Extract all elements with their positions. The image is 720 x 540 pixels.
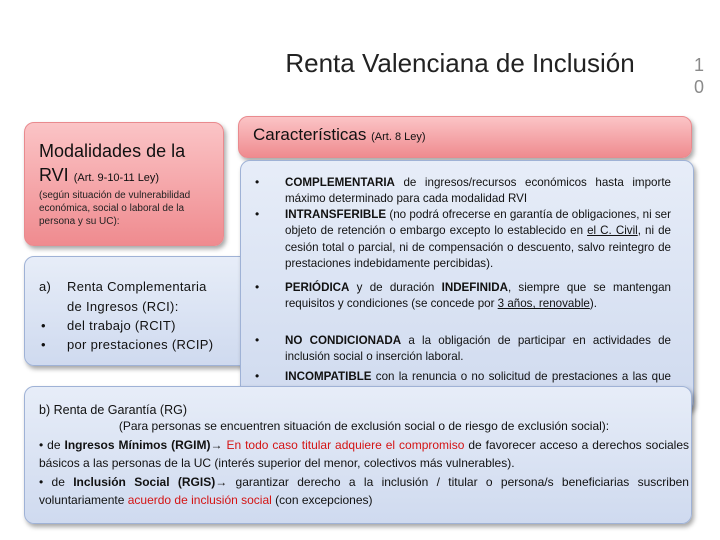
bullet-intransferible xyxy=(285,207,671,272)
modalidades-card xyxy=(24,122,224,246)
bullet-keyword: COMPLEMENTARIA xyxy=(285,176,395,189)
caracteristicas-card xyxy=(238,116,692,158)
bullet-keyword: INCOMPATIBLE xyxy=(285,370,372,383)
caracteristicas-title: Características xyxy=(253,125,367,144)
rgis-prefix: • de xyxy=(39,474,74,489)
rci-marker: a) xyxy=(39,279,52,294)
bullet-underlined-text: el C. Civil xyxy=(587,224,638,238)
rg-intro: (Para personas se encuentren situación de exclusión social o de riesgo de exclusión social): xyxy=(118,419,610,433)
bullet-text: a la obligación de participar en actividades de inclusión social o inserción laboral. xyxy=(285,334,672,364)
bullet-marker: • xyxy=(41,337,46,352)
modalidades-heading-line1: Modalidades de la xyxy=(39,141,186,161)
bullet-marker: • xyxy=(255,280,260,294)
modalidades-heading-line2: RVI xyxy=(39,165,69,185)
page-number xyxy=(688,54,710,98)
bullet-text: de ingresos/recursos económicos hasta importe máximo determinado para cada modalidad RVI xyxy=(285,176,671,206)
rgis-text-end: (con excepciones) xyxy=(271,493,373,507)
rg-body xyxy=(39,417,689,510)
slide-title: Renta Valenciana de Inclusión xyxy=(285,48,635,78)
bullet-marker: • xyxy=(255,175,260,189)
bullet-no-condicionada xyxy=(285,333,671,366)
bullet-keyword: NO CONDICIONADA xyxy=(285,334,402,347)
rgim-highlight: En todo caso titular adquiere el compromiso xyxy=(226,437,465,452)
bullet-text: , ni de cesión total o parcial, ni de compensación o descuento, salvo reintegro de prestaciones indebidamente percibidas). xyxy=(285,224,671,270)
bullet-text: ). xyxy=(589,297,597,311)
bullet-keyword: PERIÓDICA xyxy=(285,281,350,294)
rgim-label: Ingresos Mínimos (RGIM) xyxy=(64,437,211,452)
rgis-paragraph xyxy=(39,473,689,510)
rci-line1: Renta Complementaria xyxy=(67,279,207,294)
rci-line2: de Ingresos (RCI): xyxy=(67,299,179,314)
rgim-paragraph xyxy=(39,436,689,473)
modalidades-ref: (Art. 9-10-11 Ley) xyxy=(73,172,160,184)
caracteristicas-ref: (Art. 8 Ley) xyxy=(371,131,426,143)
rgim-prefix: • de xyxy=(39,437,65,452)
rgis-highlight: acuerdo de inclusión social xyxy=(127,493,272,507)
rgis-label: Inclusión Social (RGIS) xyxy=(73,474,216,489)
rgim-text: de favorecer acceso a derechos sociales básicos a las personas de la UC (interés superior del menor, colectivos más vulnerables). xyxy=(39,437,689,470)
bullet-marker: • xyxy=(41,318,46,333)
bullet-keyword: INTRANSFERIBLE xyxy=(285,208,387,221)
bullet-text: , siempre que se mantengan requisitos y condiciones (se concede por xyxy=(285,281,671,311)
rcit-item: del trabajo (RCIT) xyxy=(67,318,176,333)
rgis-text: garantizar derecho a la inclusión / titular o persona/s beneficiarias suscriben voluntariamente xyxy=(39,474,689,507)
bullet-marker: • xyxy=(255,369,260,383)
bullet-marker: • xyxy=(255,333,260,347)
rcip-item: por prestaciones (RCIP) xyxy=(67,337,214,352)
caracteristicas-list-card xyxy=(240,160,694,412)
bullet-keyword: INDEFINIDA xyxy=(441,281,508,294)
modalidades-heading xyxy=(39,139,185,190)
bullet-text: con la renuncia o no solicitud de prestaciones a las que xyxy=(375,370,671,383)
caracteristicas-heading xyxy=(253,125,426,145)
bullet-complementaria xyxy=(285,175,671,208)
bullet-underlined-text: 3 años, renovable xyxy=(497,297,590,311)
bullet-marker: • xyxy=(255,207,260,221)
bullet-text: y de duración xyxy=(349,281,442,294)
page-number-digit: 0 xyxy=(693,77,704,97)
modalidades-subtext: (según situación de vulnerabilidad económica, social o laboral de la persona y su UC): xyxy=(39,190,191,227)
renta-garantia-card xyxy=(24,386,692,524)
modalities-list-card xyxy=(24,256,262,366)
bullet-periodica xyxy=(285,280,671,313)
arrow-icon: → xyxy=(215,474,236,489)
rg-title: b) Renta de Garantía (RG) xyxy=(39,403,187,417)
arrow-icon: → xyxy=(210,437,227,452)
bullet-text: (no podrá ofrecerse en garantía de obligaciones, ni ser objeto de retención o embargo excepto lo establecido en xyxy=(285,208,671,238)
page-number-digit: 1 xyxy=(693,55,704,75)
